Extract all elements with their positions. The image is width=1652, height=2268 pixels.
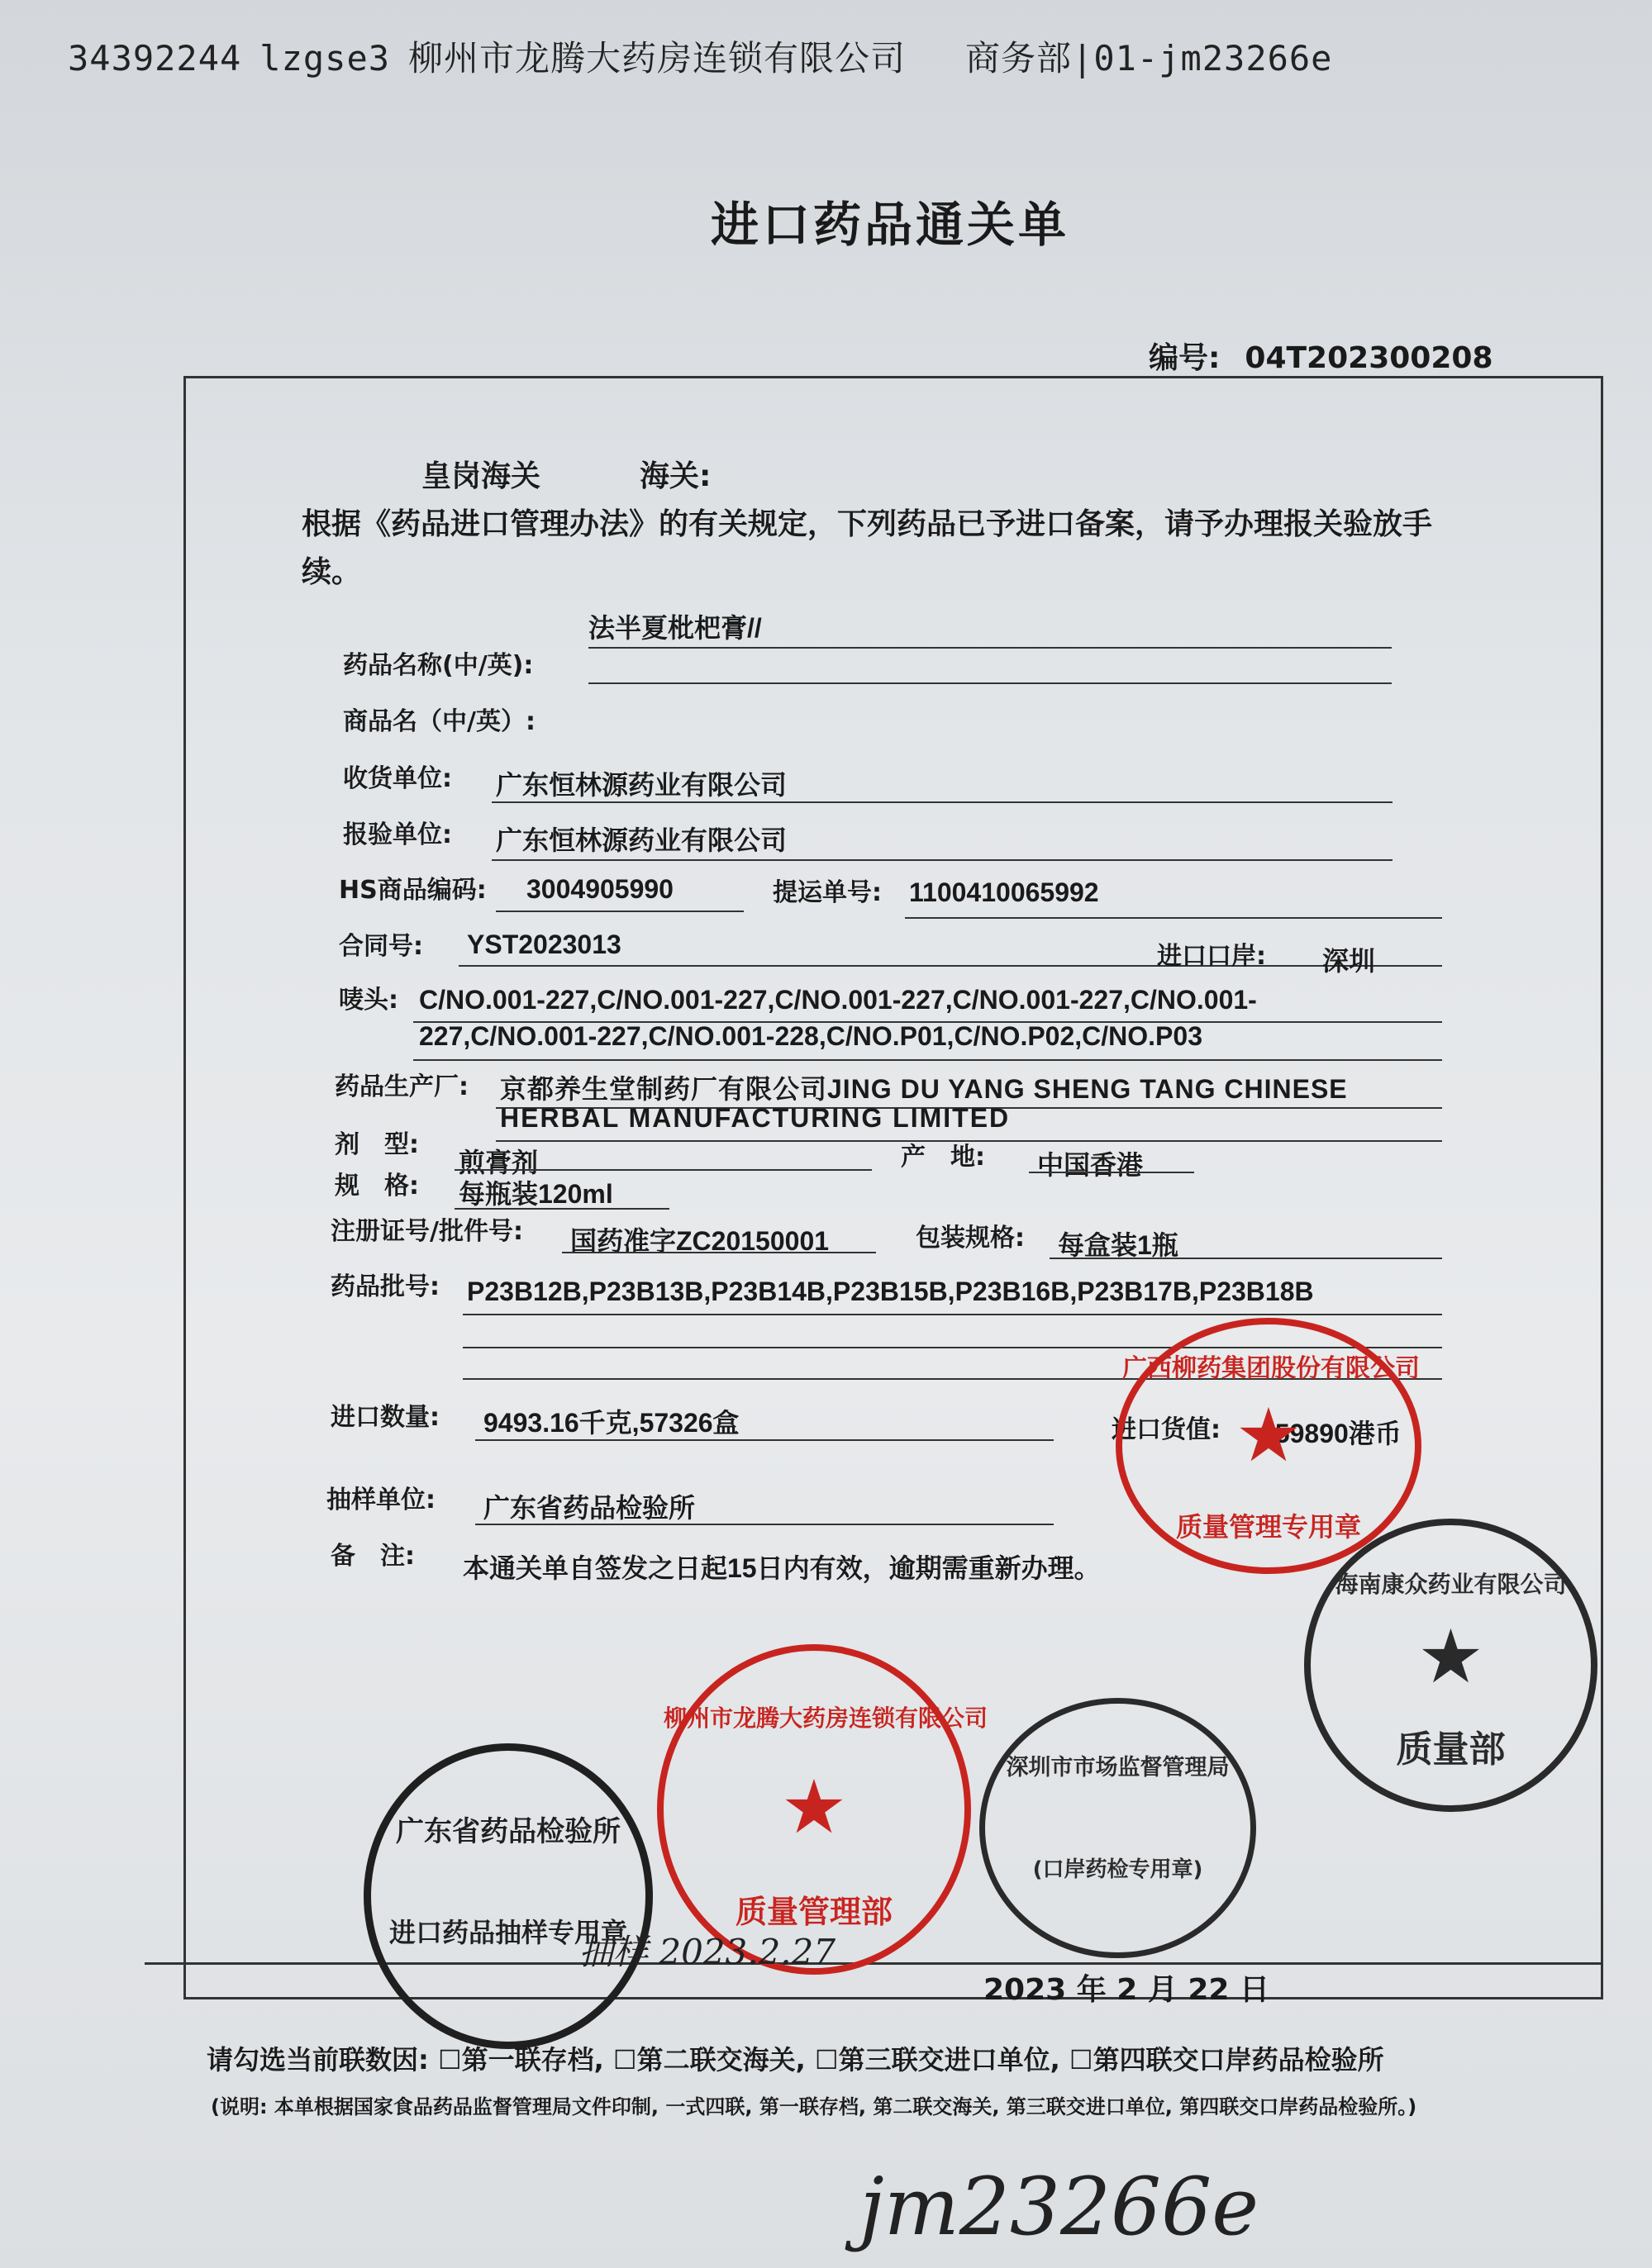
- header-company: 柳州市龙腾大药房连锁有限公司: [408, 38, 907, 78]
- remark-value: 本通关单自签发之日起15日内有效，逾期需重新办理。: [463, 1553, 1101, 1583]
- remark-label: 备 注:: [331, 1542, 415, 1571]
- underline: [588, 647, 1392, 649]
- header-code1: 34392244: [68, 38, 242, 78]
- trade-name-label: 商品名（中/英）:: [343, 707, 536, 736]
- underline: [588, 682, 1392, 684]
- maker-line1: 京都养生堂制药厂有限公司JING DU YANG SHENG TANG CHINESE: [500, 1074, 1348, 1104]
- form-frame-bottom: [145, 1962, 1603, 1965]
- star-icon: ★: [780, 1764, 848, 1851]
- spec-value: 每瓶装120ml: [459, 1179, 613, 1209]
- underline: [905, 917, 1442, 919]
- spec-label: 规 格:: [335, 1172, 419, 1201]
- fax-header: [68, 31, 1350, 81]
- contract-label: 合同号:: [339, 932, 423, 961]
- stamp-liuyao: [1116, 1318, 1421, 1574]
- drug-name-label: 药品名称(中/英):: [343, 651, 534, 680]
- stamp-shenzhen-bottom: (口岸药检专用章): [1032, 1857, 1203, 1882]
- underline: [463, 1314, 1442, 1315]
- qty-label: 进口数量:: [331, 1403, 440, 1432]
- stamp-kangzhong-bottom: 质量部: [1396, 1728, 1506, 1771]
- underline: [413, 1059, 1442, 1061]
- bill-value: 1100410065992: [909, 877, 1099, 907]
- serial-number: [1149, 335, 1493, 377]
- intro-paragraph: 根据《药品进口管理办法》的有关规定，下列药品已予进口备案，请予办理报关验放手续。: [302, 506, 1433, 589]
- customs-a: 皇岗海关: [421, 459, 541, 493]
- form-value: 煎膏剂: [459, 1148, 539, 1177]
- copy-choice: 请勾选当前联数因: ☐第一联存档, ☐第二联交海关, ☐第三联交进口单位, ☐第四联交口岸药品检验所: [207, 2044, 1384, 2075]
- stamp-gd-top: 广东省药品检验所: [396, 1815, 621, 1848]
- footer-note: (说明: 本单根据国家食品药品监督管理局文件印制, 一式四联, 第一联存档, 第二联交海关, 第三联交进口单位, 第四联交口岸药品检验所。): [211, 2095, 1417, 2118]
- stamp-kangzhong-top: 海南康众药业有限公司: [1335, 1571, 1567, 1598]
- receiver-value: 广东恒林源药业有限公司: [496, 770, 788, 800]
- underline: [492, 801, 1393, 803]
- maker-label: 药品生产厂:: [335, 1072, 469, 1101]
- hs-value: 3004905990: [526, 874, 674, 904]
- port-label: 进口口岸:: [1157, 942, 1266, 971]
- pack-label: 包装规格:: [916, 1224, 1025, 1253]
- mark-line1: C/NO.001-227,C/NO.001-227,C/NO.001-227,C/NO.001-227,C/NO.001-: [419, 985, 1257, 1015]
- stamp-shenzhen-top: 深圳市市场监督管理局: [1006, 1755, 1230, 1781]
- batch-value: P23B12B,P23B13B,P23B14B,P23B15B,P23B16B,P23B17B,P23B18B: [467, 1277, 1314, 1306]
- customs-b: 海关:: [640, 459, 712, 493]
- contract-value: YST2023013: [467, 930, 621, 959]
- underline: [455, 1169, 872, 1171]
- stamp-liuyao-bottom: 质量管理专用章: [1175, 1511, 1361, 1543]
- hs-label: HS商品编码:: [339, 876, 487, 905]
- underline: [455, 1208, 669, 1210]
- underline: [496, 911, 744, 912]
- form-label: 剂 型:: [335, 1130, 419, 1159]
- stamp-shenzhen-market: [979, 1698, 1256, 1958]
- receiver-label: 收货单位:: [343, 764, 452, 793]
- star-icon: ★: [1235, 1392, 1302, 1479]
- underline: [1029, 1172, 1194, 1173]
- header-dept: 商务部|01-jm23266e: [965, 38, 1333, 78]
- stamp-gd-drug-inspection: [364, 1743, 653, 2049]
- header-code2: lzgse3: [259, 38, 391, 78]
- sampler-label: 抽样单位:: [326, 1486, 436, 1514]
- issue-date: 2023 年 2 月 22 日: [983, 1973, 1270, 2007]
- inspector-label: 报验单位:: [343, 820, 452, 849]
- qty-value: 9493.16千克,57326盒: [483, 1408, 740, 1438]
- amount-label: 进口货值:: [1112, 1415, 1221, 1444]
- handwritten-signature: jm23266e: [859, 2161, 1259, 2253]
- pack-value: 每盒装1瓶: [1058, 1230, 1178, 1260]
- star-icon: ★: [1417, 1614, 1484, 1700]
- port-value: 深圳: [1322, 946, 1376, 976]
- serial-value: 04T202300208: [1245, 341, 1493, 375]
- underline: [475, 1439, 1054, 1441]
- page-title: 进口药品通关单: [711, 197, 1070, 253]
- underline: [492, 859, 1393, 861]
- mark-label: 唛头:: [339, 986, 398, 1015]
- stamp-gd-bottom: 进口药品抽样专用章: [388, 1917, 627, 1948]
- inspector-value: 广东恒林源药业有限公司: [496, 825, 788, 855]
- underline: [475, 1524, 1054, 1525]
- maker-line2: HERBAL MANUFACTURING LIMITED: [500, 1103, 1011, 1133]
- stamp-longteng-top: 柳州市龙腾大药房连锁有限公司: [664, 1705, 988, 1732]
- origin-label: 产 地:: [901, 1143, 985, 1172]
- bill-label: 提运单号:: [773, 878, 882, 907]
- customs-addressee: [421, 453, 711, 495]
- stamp-longteng-bottom: 质量管理部: [735, 1894, 893, 1930]
- handwritten-sample-note: 抽样 2023.2.27: [578, 1932, 836, 1972]
- drug-name-value: 法半夏枇杷膏//: [588, 613, 762, 643]
- underline: [1050, 1258, 1442, 1259]
- origin-value: 中国香港: [1037, 1150, 1144, 1180]
- stamp-liuyao-top: 广西柳药集团股份有限公司: [1122, 1354, 1420, 1383]
- batch-label: 药品批号:: [331, 1272, 440, 1301]
- reg-value: 国药准字ZC20150001: [570, 1226, 830, 1256]
- underline: [459, 965, 1442, 967]
- amount-value: 859890港币: [1260, 1419, 1402, 1448]
- sampler-value: 广东省药品检验所: [483, 1493, 696, 1523]
- underline: [562, 1252, 876, 1253]
- reg-label: 注册证号/批件号:: [331, 1217, 523, 1246]
- serial-label: 编号:: [1149, 341, 1221, 375]
- stamp-kangzhong: [1304, 1519, 1597, 1812]
- mark-line2: 227,C/NO.001-227,C/NO.001-228,C/NO.P01,C/NO.P02,C/NO.P03: [419, 1021, 1202, 1051]
